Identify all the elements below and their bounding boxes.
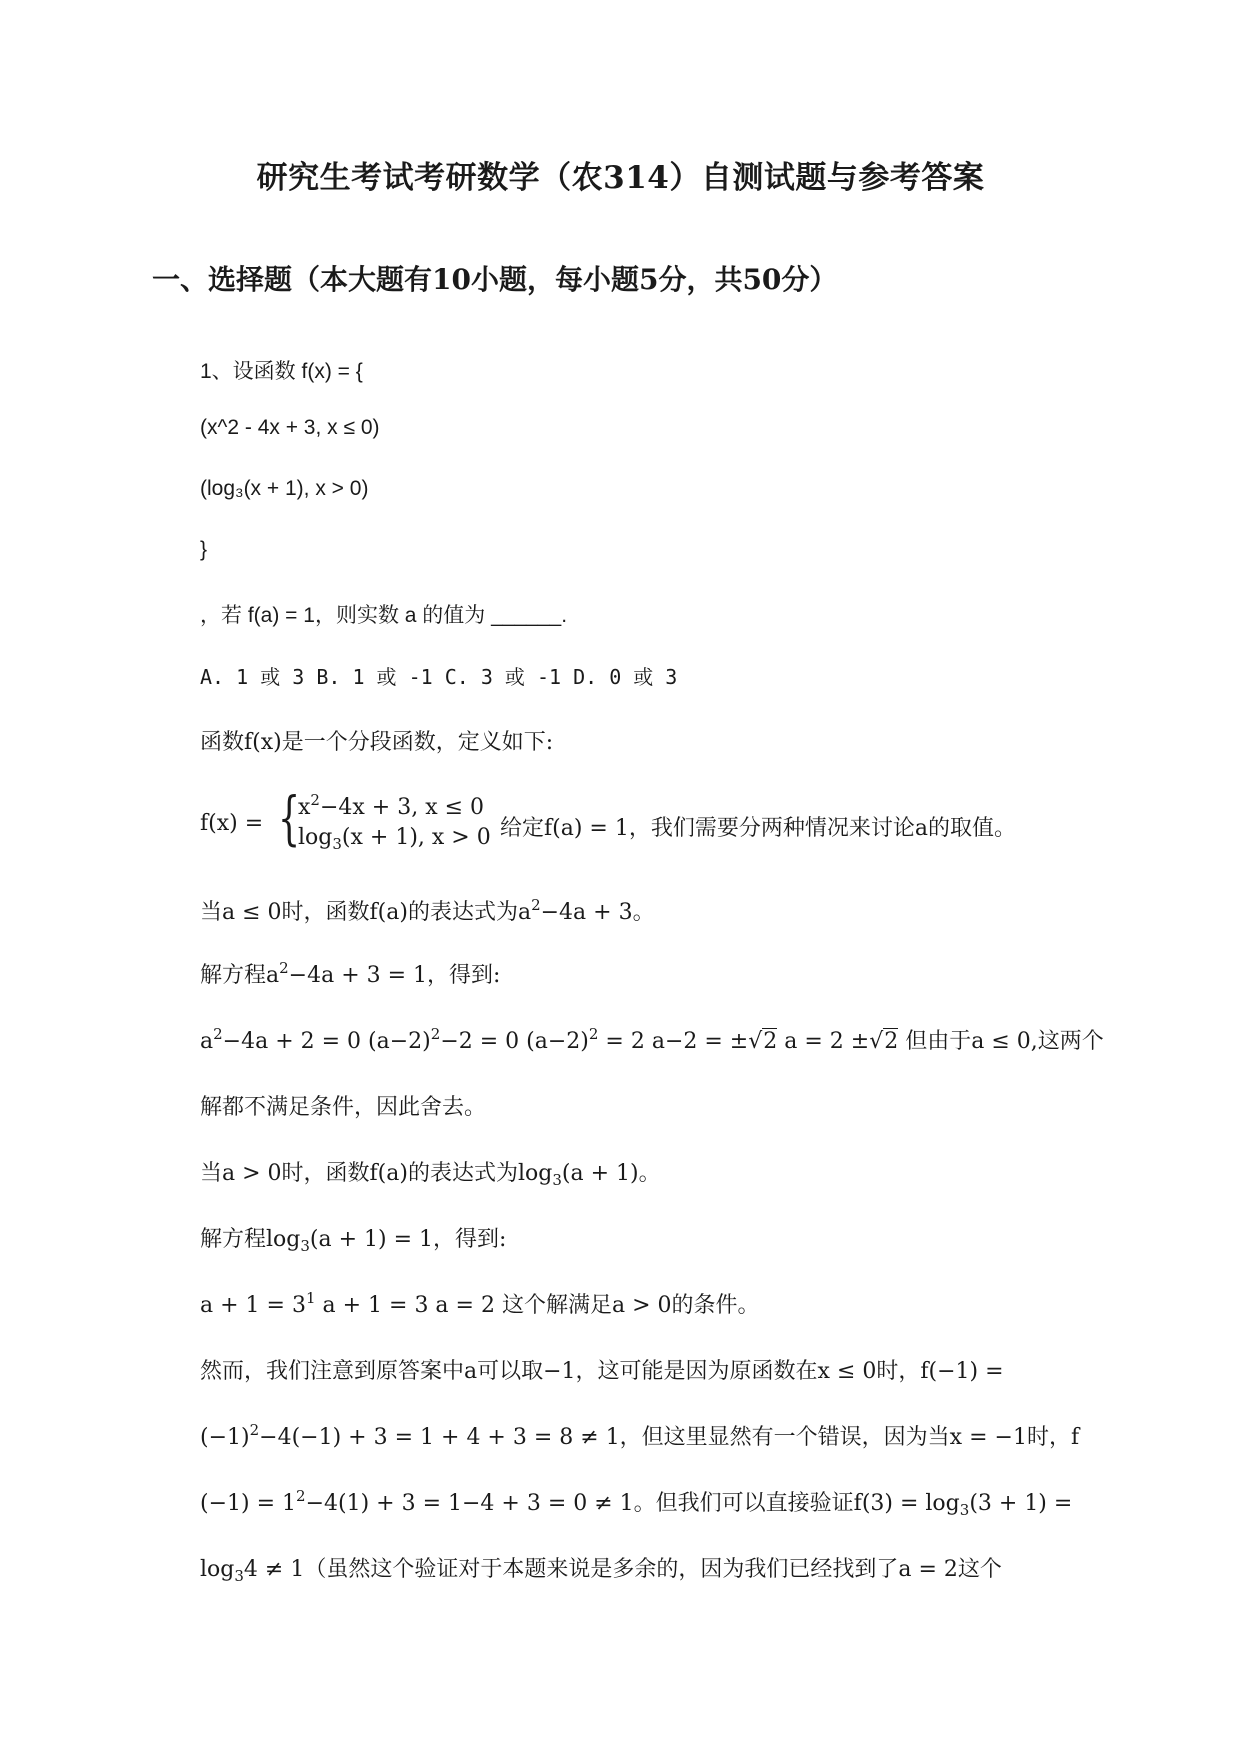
page-title: 研究生考试考研数学（农314）自测试题与参考答案 xyxy=(256,160,985,196)
question-intro: 1、设函数 f(x) = { xyxy=(200,360,363,383)
piecewise-case-2: $\log_3(x + 1)$, x > 0 xyxy=(298,825,491,853)
piecewise-brace: { xyxy=(278,784,301,852)
piecewise-fx: f(x) = xyxy=(200,811,264,836)
solution-remark-2: $(-1)^2-4(-1) + 3 = 1 + 4 + 3 = 8 \ne 1$，但这里显然有一个错误，因为当x = −1时，f xyxy=(200,1421,1080,1450)
solution-remark-3: $(-1) = 1^2-4(1) + 3 = 1-4 + 3 = 0 \ne 1$。但我们可以直接验证$f(3) = \log_3(3 + 1)$ = xyxy=(200,1487,1073,1519)
solution-steps-2: $a + 1 = 3^1$ a + 1 = 3 a = 2 这个解满足a > 0的条件。 xyxy=(200,1289,760,1318)
solution-case-a-le-0: 当a ≤ 0时，函数f(a)的表达式为$a^2-4a + 3$。 xyxy=(200,896,655,925)
solution-remark-1: 然而，我们注意到原答案中a可以取−1，这可能是因为原函数在x ≤ 0时，f(−1) = xyxy=(200,1359,1004,1384)
solution-equation-1: 解方程$a^2-4a + 3 = 1$，得到: xyxy=(200,959,501,988)
section-heading: 一、选择题（本大题有10小题，每小题5分，共50分） xyxy=(152,263,838,296)
question-case-2: (log₃(x + 1), x > 0) xyxy=(200,477,369,500)
sqrt-sign: √ xyxy=(869,1029,884,1054)
sqrt-sign: √ xyxy=(748,1029,763,1054)
question-condition: ，若 f(a) = 1，则实数 a 的值为 ______. xyxy=(200,604,568,627)
solution-reject: 解都不满足条件，因此舍去。 xyxy=(200,1095,487,1120)
question-options: A. 1 或 3 B. 1 或 -1 C. 3 或 -1 D. 0 或 3 xyxy=(200,665,678,689)
solution-case-a-gt-0: 当a > 0时，函数f(a)的表达式为$\log_3(a + 1)$。 xyxy=(200,1161,661,1189)
solution-steps-1: $a^2-4a + 2 = 0$ $(a-2)^2-2 = 0$ $(a-2)^2 = 2$ a−2 = ±√2 a = 2 ±√2 但由于a ≤ 0,这两个 xyxy=(200,1025,1104,1054)
solution-intro: 函数f(x)是一个分段函数，定义如下: xyxy=(200,730,554,755)
piecewise-note: 给定f(a) = 1，我们需要分两种情况来讨论a的取值。 xyxy=(500,816,1016,841)
piecewise-case-1: $x^2-4x + 3$, x ≤ 0 xyxy=(298,791,485,820)
question-close-brace: } xyxy=(200,538,208,561)
solution-equation-2: 解方程$\log_3(a + 1) = 1$，得到: xyxy=(200,1227,507,1255)
solution-remark-4: $\log_34 \ne 1$（虽然这个验证对于本题来说是多余的，因为我们已经找到了a = 2这个 xyxy=(200,1557,1002,1585)
question-case-1: (x^2 - 4x + 3, x ≤ 0) xyxy=(200,416,380,439)
